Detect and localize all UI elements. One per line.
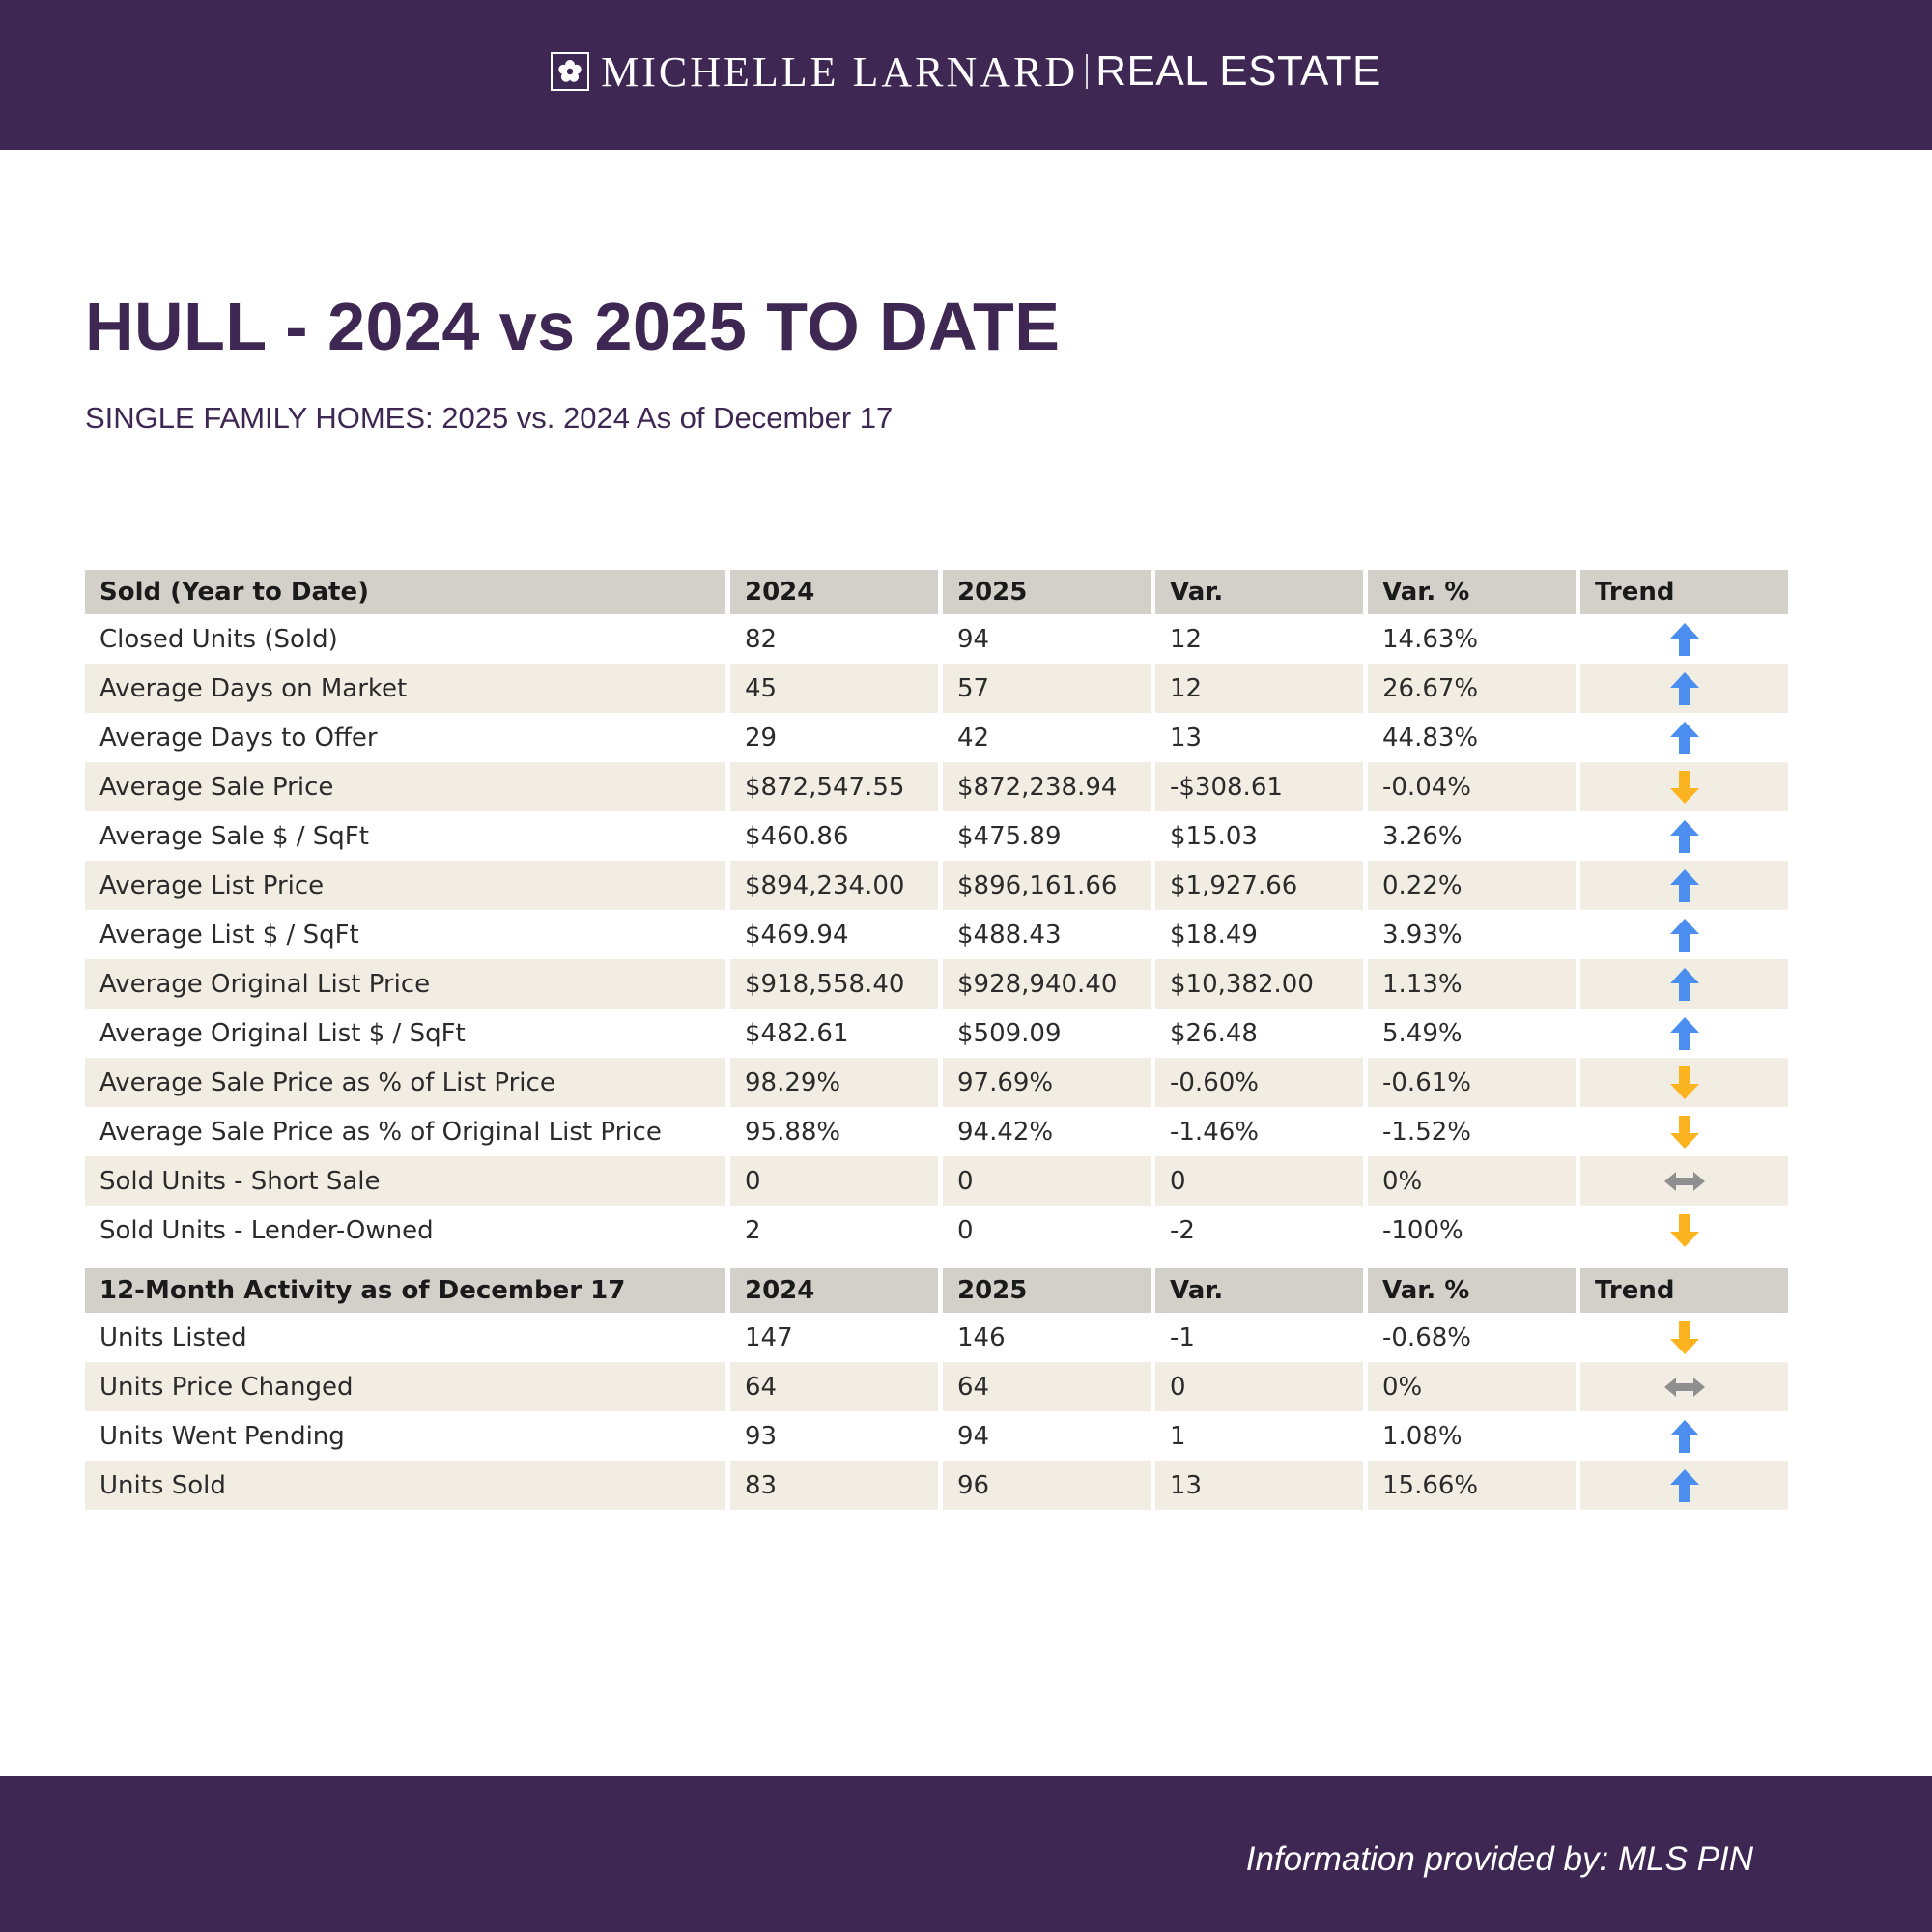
value-2024: 147 xyxy=(745,1322,793,1352)
value-2025: 94.42% xyxy=(957,1117,1054,1147)
variance-pct: -0.61% xyxy=(1368,1058,1576,1107)
row-label: Average Days to Offer xyxy=(99,723,378,753)
value-2025: 0 xyxy=(943,1156,1151,1206)
row-label: Sold Units - Lender-Owned xyxy=(99,1215,434,1245)
column-header: 2025 xyxy=(943,570,1151,614)
column-header: Trend xyxy=(1580,570,1788,614)
variance-pct: 0.22% xyxy=(1368,861,1576,910)
value-2024: $482.61 xyxy=(745,1018,849,1048)
variance-pct: 1.08% xyxy=(1382,1421,1463,1451)
brand-name: MICHELLE LARNARD xyxy=(601,47,1079,96)
arrow-left-right-icon xyxy=(1663,1373,1706,1402)
value-2024: 29 xyxy=(745,723,778,753)
value-2025: 42 xyxy=(957,723,990,753)
variance: 13 xyxy=(1155,1461,1363,1510)
arrow-up-icon xyxy=(1668,673,1701,702)
arrow-left-right-icon xyxy=(1663,1167,1706,1196)
row-label: Sold Units - Short Sale xyxy=(85,1156,725,1206)
value-2024: $469.94 xyxy=(745,920,849,950)
variance-pct: -1.52% xyxy=(1382,1117,1471,1147)
value-2024: $460.86 xyxy=(745,821,849,851)
value-2024: 98.29% xyxy=(730,1058,938,1107)
arrow-down-icon xyxy=(1668,1117,1701,1146)
row-label: Units Price Changed xyxy=(85,1362,725,1411)
row-label: Average Sale Price as % of List Price xyxy=(85,1058,725,1107)
variance: -$308.61 xyxy=(1155,762,1363,811)
trend-cell xyxy=(1580,713,1788,762)
value-2025: 57 xyxy=(943,664,1151,713)
brand-logo xyxy=(0,0,1932,143)
trend-cell xyxy=(1580,1156,1788,1206)
page-subtitle: SINGLE FAMILY HOMES: 2025 vs. 2024 As of December 17 xyxy=(85,401,894,435)
variance: 13 xyxy=(1170,723,1203,753)
arrow-up-icon xyxy=(1668,624,1701,653)
variance: 1 xyxy=(1170,1421,1186,1451)
value-2024: 95.88% xyxy=(745,1117,841,1147)
table-row xyxy=(85,1009,1788,1058)
table-row xyxy=(85,1058,1788,1107)
arrow-down-icon xyxy=(1668,1067,1701,1096)
row-label: Average Sale Price as % of Original List Price xyxy=(99,1117,662,1147)
variance: -0.60% xyxy=(1155,1058,1363,1107)
variance-pct: -100% xyxy=(1382,1215,1463,1245)
value-2024: 83 xyxy=(730,1461,938,1510)
column-header: 2025 xyxy=(943,1268,1151,1313)
variance-pct: 0% xyxy=(1368,1362,1576,1411)
arrow-up-icon xyxy=(1668,969,1701,998)
table-row xyxy=(85,1107,1788,1156)
trend-cell xyxy=(1580,614,1788,664)
arrow-up-icon xyxy=(1668,920,1701,949)
value-2025: $509.09 xyxy=(957,1018,1062,1048)
variance-pct: 0% xyxy=(1368,1156,1576,1206)
trend-cell xyxy=(1580,1362,1788,1411)
arrow-up-icon xyxy=(1668,870,1701,899)
row-label: Average Sale Price xyxy=(85,762,725,811)
variance-pct: 14.63% xyxy=(1382,624,1479,654)
value-2025: 146 xyxy=(957,1322,1006,1352)
column-header: 2024 xyxy=(730,570,938,614)
value-2025: 97.69% xyxy=(943,1058,1151,1107)
variance: $18.49 xyxy=(1170,920,1258,950)
variance: $15.03 xyxy=(1170,821,1258,851)
market-stats-table xyxy=(80,570,1793,1510)
value-2024: 64 xyxy=(730,1362,938,1411)
column-header: Sold (Year to Date) xyxy=(85,570,725,614)
column-header: 2024 xyxy=(730,1268,938,1313)
value-2025: 94 xyxy=(957,624,990,654)
table-row xyxy=(85,959,1788,1009)
row-label: Average List $ / SqFt xyxy=(99,920,359,950)
variance: $10,382.00 xyxy=(1155,959,1363,1009)
trend-cell xyxy=(1580,1411,1788,1461)
trend-cell xyxy=(1580,811,1788,861)
trend-cell xyxy=(1580,959,1788,1009)
arrow-down-icon xyxy=(1668,772,1701,801)
table-row xyxy=(85,1206,1788,1255)
trend-cell xyxy=(1580,1107,1788,1156)
sold-header-row xyxy=(85,570,1788,614)
variance-pct: 15.66% xyxy=(1368,1461,1576,1510)
trend-cell xyxy=(1580,1206,1788,1255)
row-label: Units Listed xyxy=(99,1322,247,1352)
variance: $26.48 xyxy=(1170,1018,1258,1048)
column-header: Var. xyxy=(1155,570,1363,614)
trend-cell xyxy=(1580,1313,1788,1362)
table-row xyxy=(85,811,1788,861)
row-label: Average Original List $ / SqFt xyxy=(99,1018,466,1048)
row-label: Average Sale $ / SqFt xyxy=(99,821,369,851)
table-row xyxy=(85,614,1788,664)
column-header: Var. % xyxy=(1368,570,1576,614)
variance-pct: 3.26% xyxy=(1382,821,1463,851)
table-row xyxy=(85,1362,1788,1411)
row-label: Units Went Pending xyxy=(99,1421,345,1451)
arrow-up-icon xyxy=(1668,723,1701,752)
variance-pct: 1.13% xyxy=(1368,959,1576,1009)
row-label: Units Sold xyxy=(85,1461,725,1510)
table-row xyxy=(85,861,1788,910)
value-2025: 96 xyxy=(943,1461,1151,1510)
variance: -1.46% xyxy=(1170,1117,1259,1147)
value-2024: 93 xyxy=(745,1421,778,1451)
flower-icon xyxy=(551,52,589,91)
value-2025: $488.43 xyxy=(957,920,1062,950)
data-source: Information provided by: MLS PIN xyxy=(1245,1840,1753,1878)
value-2024: $894,234.00 xyxy=(730,861,938,910)
variance-pct: 26.67% xyxy=(1368,664,1576,713)
value-2025: 94 xyxy=(957,1421,990,1451)
variance: 0 xyxy=(1155,1362,1363,1411)
brand-divider xyxy=(1086,54,1088,89)
variance-pct: 3.93% xyxy=(1382,920,1463,950)
brand-suffix: REAL ESTATE xyxy=(1095,47,1381,95)
trend-cell xyxy=(1580,664,1788,713)
row-label: Average Original List Price xyxy=(85,959,725,1009)
activity-header-row xyxy=(85,1268,1788,1313)
variance: -1 xyxy=(1170,1322,1195,1352)
variance: 0 xyxy=(1155,1156,1363,1206)
variance-pct: 44.83% xyxy=(1382,723,1479,753)
value-2024: 82 xyxy=(745,624,778,654)
value-2025: $896,161.66 xyxy=(943,861,1151,910)
variance: 12 xyxy=(1155,664,1363,713)
section-spacer xyxy=(85,1255,1788,1268)
value-2025: $928,940.40 xyxy=(943,959,1151,1009)
row-label: Average List Price xyxy=(85,861,725,910)
variance: -2 xyxy=(1170,1215,1195,1245)
trend-cell xyxy=(1580,1058,1788,1107)
variance-pct: -0.68% xyxy=(1382,1322,1471,1352)
value-2025: 64 xyxy=(943,1362,1151,1411)
variance-pct: -0.04% xyxy=(1368,762,1576,811)
table-row xyxy=(85,1313,1788,1362)
value-2025: $475.89 xyxy=(957,821,1062,851)
trend-cell xyxy=(1580,910,1788,959)
trend-cell xyxy=(1580,1461,1788,1510)
arrow-down-icon xyxy=(1668,1322,1701,1351)
value-2024: 0 xyxy=(730,1156,938,1206)
table-row xyxy=(85,713,1788,762)
arrow-down-icon xyxy=(1668,1215,1701,1244)
column-header: 12-Month Activity as of December 17 xyxy=(85,1268,725,1313)
variance: 12 xyxy=(1170,624,1203,654)
value-2025: $872,238.94 xyxy=(943,762,1151,811)
arrow-up-icon xyxy=(1668,1018,1701,1047)
value-2024: $872,547.55 xyxy=(730,762,938,811)
value-2025: 0 xyxy=(957,1215,974,1245)
arrow-up-icon xyxy=(1668,821,1701,850)
column-header: Var. xyxy=(1155,1268,1363,1313)
variance: $1,927.66 xyxy=(1155,861,1363,910)
table-row xyxy=(85,762,1788,811)
value-2024: 2 xyxy=(745,1215,761,1245)
row-label: Closed Units (Sold) xyxy=(99,624,338,654)
column-header: Trend xyxy=(1580,1268,1788,1313)
table-row xyxy=(85,910,1788,959)
table-row xyxy=(85,1411,1788,1461)
value-2024: 45 xyxy=(730,664,938,713)
trend-cell xyxy=(1580,1009,1788,1058)
trend-cell xyxy=(1580,861,1788,910)
page-title: HULL - 2024 vs 2025 TO DATE xyxy=(85,289,1061,364)
trend-cell xyxy=(1580,762,1788,811)
variance-pct: 5.49% xyxy=(1382,1018,1463,1048)
table-row xyxy=(85,1461,1788,1510)
table-row xyxy=(85,1156,1788,1206)
row-label: Average Days on Market xyxy=(85,664,725,713)
table-row xyxy=(85,664,1788,713)
value-2024: $918,558.40 xyxy=(730,959,938,1009)
arrow-up-icon xyxy=(1668,1470,1701,1499)
arrow-up-icon xyxy=(1668,1421,1701,1450)
column-header: Var. % xyxy=(1368,1268,1576,1313)
